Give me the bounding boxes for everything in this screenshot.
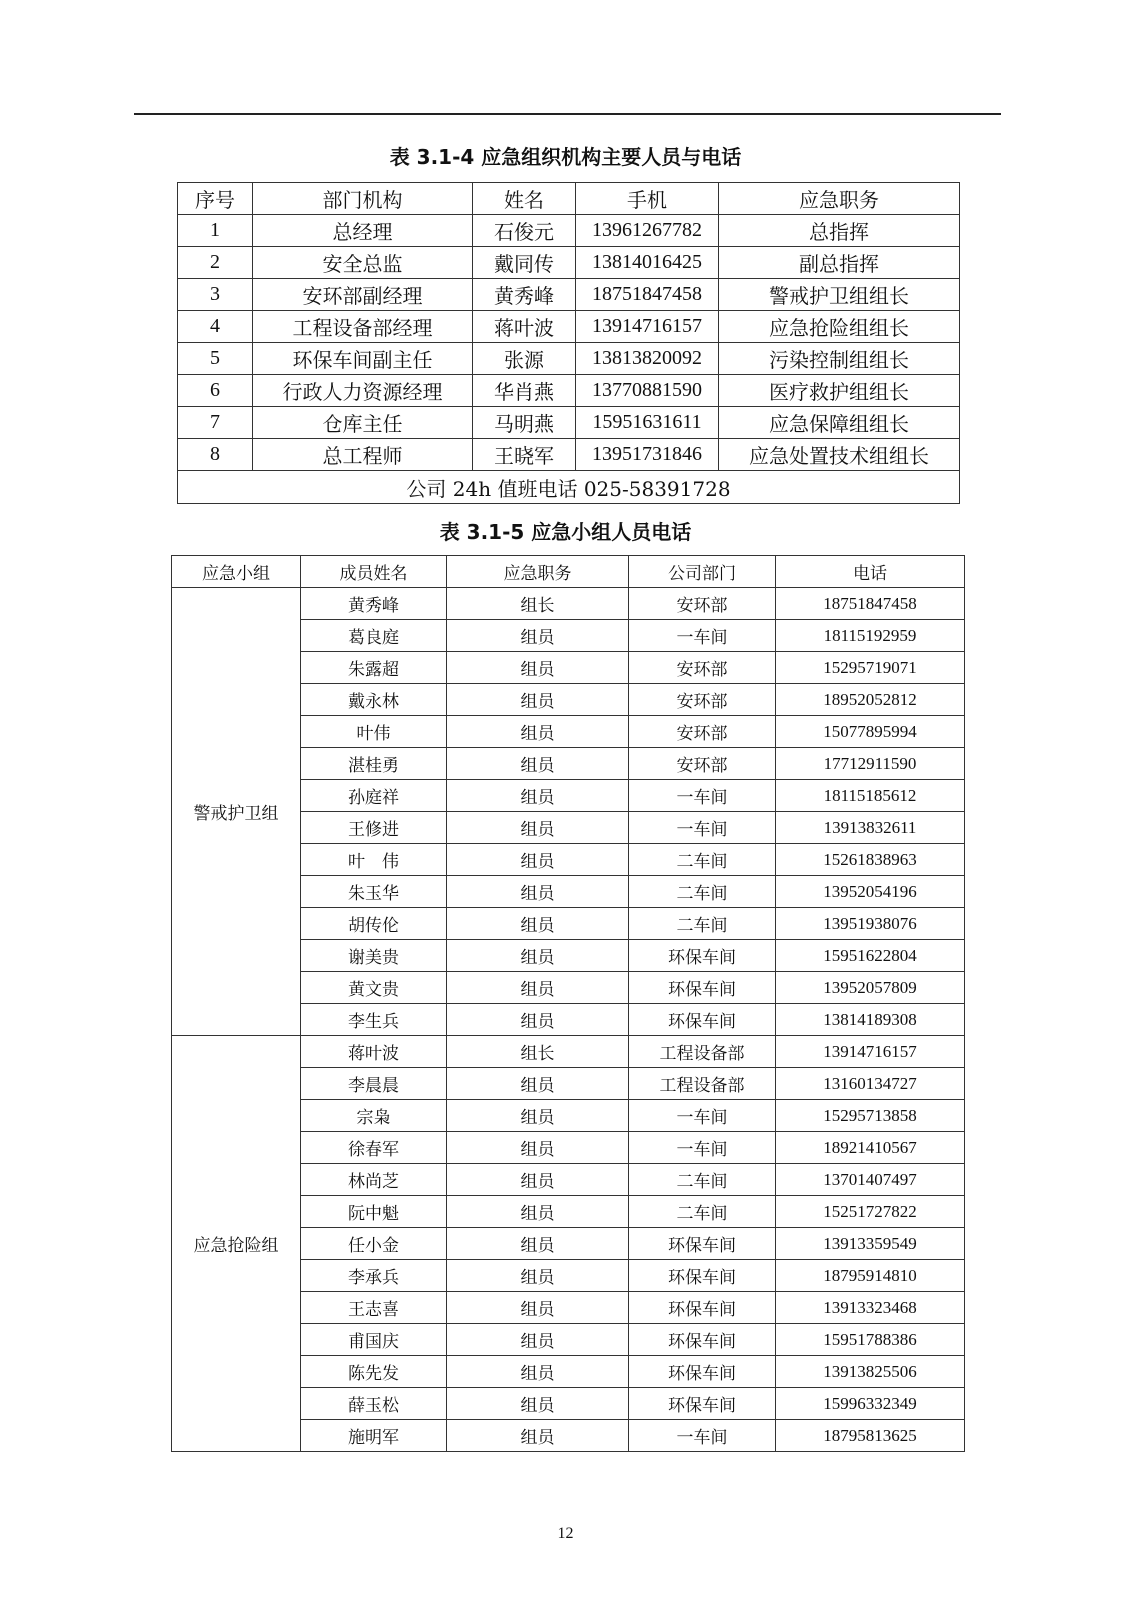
member-duty: 组员: [447, 748, 629, 780]
member-name: 朱玉华: [301, 876, 447, 908]
member-duty: 组员: [447, 1356, 629, 1388]
row-name: 张源: [473, 343, 576, 375]
member-department: 环保车间: [629, 1324, 776, 1356]
col-header-team: 应急小组: [172, 556, 301, 588]
member-department: 安环部: [629, 748, 776, 780]
table-row: [178, 215, 960, 247]
member-phone: 13701407497: [776, 1164, 965, 1196]
member-department: 工程设备部: [629, 1068, 776, 1100]
member-name: 叶 伟: [301, 844, 447, 876]
row-mobile: 13951731846: [576, 439, 719, 471]
member-department: 一车间: [629, 1132, 776, 1164]
row-role: 应急处置技术组组长: [719, 439, 960, 471]
row-index: 7: [178, 407, 253, 439]
member-department: 一车间: [629, 1420, 776, 1452]
member-name: 王修进: [301, 812, 447, 844]
table-row: [178, 375, 960, 407]
member-department: 一车间: [629, 1100, 776, 1132]
member-department: 二车间: [629, 1196, 776, 1228]
row-department: 行政人力资源经理: [253, 375, 473, 407]
member-name: 阮中魁: [301, 1196, 447, 1228]
member-duty: 组长: [447, 588, 629, 620]
member-phone: 15251727822: [776, 1196, 965, 1228]
member-phone: 13913825506: [776, 1356, 965, 1388]
row-department: 工程设备部经理: [253, 311, 473, 343]
col-header-duty: 应急职务: [447, 556, 629, 588]
header-rule: [134, 113, 1001, 115]
col-header-phone: 电话: [776, 556, 965, 588]
member-name: 叶伟: [301, 716, 447, 748]
member-phone: 13913323468: [776, 1292, 965, 1324]
member-phone: 15295719071: [776, 652, 965, 684]
row-role: 副总指挥: [719, 247, 960, 279]
member-department: 安环部: [629, 684, 776, 716]
row-name: 蒋叶波: [473, 311, 576, 343]
member-name: 王志喜: [301, 1292, 447, 1324]
row-role: 总指挥: [719, 215, 960, 247]
member-phone: 18795813625: [776, 1420, 965, 1452]
team-name-cell: 应急抢险组: [172, 1036, 301, 1452]
member-duty: 组员: [447, 1260, 629, 1292]
member-duty: 组员: [447, 684, 629, 716]
row-name: 华肖燕: [473, 375, 576, 407]
row-name: 黄秀峰: [473, 279, 576, 311]
duty-phone-note: 公司 24h 值班电话 025-58391728: [178, 471, 960, 504]
member-phone: 15996332349: [776, 1388, 965, 1420]
row-department: 仓库主任: [253, 407, 473, 439]
member-name: 李晨晨: [301, 1068, 447, 1100]
member-name: 胡传伦: [301, 908, 447, 940]
table-row: [178, 439, 960, 471]
member-department: 二车间: [629, 876, 776, 908]
member-phone: 15077895994: [776, 716, 965, 748]
member-department: 工程设备部: [629, 1036, 776, 1068]
row-department: 安全总监: [253, 247, 473, 279]
member-name: 施明军: [301, 1420, 447, 1452]
member-duty: 组员: [447, 1068, 629, 1100]
table1-footer-row: [178, 471, 960, 504]
member-phone: 13952057809: [776, 972, 965, 1004]
row-index: 4: [178, 311, 253, 343]
emergency-organization-table: [177, 182, 960, 504]
member-department: 二车间: [629, 1164, 776, 1196]
member-name: 孙庭祥: [301, 780, 447, 812]
member-department: 一车间: [629, 812, 776, 844]
page-number: 12: [557, 1525, 574, 1542]
emergency-team-table: [171, 555, 965, 1452]
member-name: 湛桂勇: [301, 748, 447, 780]
row-index: 5: [178, 343, 253, 375]
member-name: 林尚芝: [301, 1164, 447, 1196]
row-department: 总经理: [253, 215, 473, 247]
member-duty: 组员: [447, 1292, 629, 1324]
row-index: 2: [178, 247, 253, 279]
row-index: 3: [178, 279, 253, 311]
row-role: 医疗救护组组长: [719, 375, 960, 407]
row-department: 安环部副经理: [253, 279, 473, 311]
member-name: 谢美贵: [301, 940, 447, 972]
team-name-cell: 警戒护卫组: [172, 588, 301, 1036]
row-role: 警戒护卫组组长: [719, 279, 960, 311]
member-duty: 组员: [447, 1196, 629, 1228]
col-header-index: 序号: [178, 183, 253, 215]
member-department: 环保车间: [629, 940, 776, 972]
member-department: 环保车间: [629, 1004, 776, 1036]
table2-header-row: [172, 556, 965, 588]
row-mobile: 13770881590: [576, 375, 719, 407]
row-index: 8: [178, 439, 253, 471]
member-department: 环保车间: [629, 1228, 776, 1260]
row-name: 戴同传: [473, 247, 576, 279]
member-department: 环保车间: [629, 1260, 776, 1292]
col-header-member: 成员姓名: [301, 556, 447, 588]
row-mobile: 15951631611: [576, 407, 719, 439]
col-header-role: 应急职务: [719, 183, 960, 215]
member-name: 陈先发: [301, 1356, 447, 1388]
row-department: 环保车间副主任: [253, 343, 473, 375]
member-duty: 组长: [447, 1036, 629, 1068]
member-department: 环保车间: [629, 1356, 776, 1388]
member-department: 安环部: [629, 588, 776, 620]
member-phone: 13952054196: [776, 876, 965, 908]
member-phone: 18751847458: [776, 588, 965, 620]
col-header-mobile: 手机: [576, 183, 719, 215]
member-phone: 15951622804: [776, 940, 965, 972]
row-role: 应急保障组组长: [719, 407, 960, 439]
table-row: [178, 311, 960, 343]
member-name: 徐春军: [301, 1132, 447, 1164]
member-duty: 组员: [447, 812, 629, 844]
member-name: 葛良庭: [301, 620, 447, 652]
col-header-department: 公司部门: [629, 556, 776, 588]
member-department: 环保车间: [629, 1388, 776, 1420]
member-phone: 18115192959: [776, 620, 965, 652]
row-mobile: 13814016425: [576, 247, 719, 279]
member-phone: 18115185612: [776, 780, 965, 812]
member-duty: 组员: [447, 1324, 629, 1356]
member-phone: 13951938076: [776, 908, 965, 940]
member-phone: 13913832611: [776, 812, 965, 844]
row-index: 6: [178, 375, 253, 407]
row-role: 应急抢险组组长: [719, 311, 960, 343]
member-duty: 组员: [447, 780, 629, 812]
row-mobile: 18751847458: [576, 279, 719, 311]
member-duty: 组员: [447, 620, 629, 652]
member-name: 李承兵: [301, 1260, 447, 1292]
member-duty: 组员: [447, 1388, 629, 1420]
row-name: 石俊元: [473, 215, 576, 247]
row-name: 王晓军: [473, 439, 576, 471]
member-duty: 组员: [447, 908, 629, 940]
member-duty: 组员: [447, 716, 629, 748]
member-department: 安环部: [629, 652, 776, 684]
table-row: [172, 588, 965, 620]
member-name: 甫国庆: [301, 1324, 447, 1356]
member-name: 黄秀峰: [301, 588, 447, 620]
member-department: 二车间: [629, 908, 776, 940]
member-department: 一车间: [629, 620, 776, 652]
row-mobile: 13813820092: [576, 343, 719, 375]
member-duty: 组员: [447, 1132, 629, 1164]
member-phone: 15261838963: [776, 844, 965, 876]
row-department: 总工程师: [253, 439, 473, 471]
member-phone: 18921410567: [776, 1132, 965, 1164]
member-name: 宗枭: [301, 1100, 447, 1132]
member-department: 环保车间: [629, 972, 776, 1004]
member-duty: 组员: [447, 1420, 629, 1452]
member-phone: 18795914810: [776, 1260, 965, 1292]
member-phone: 17712911590: [776, 748, 965, 780]
member-phone: 15951788386: [776, 1324, 965, 1356]
member-duty: 组员: [447, 1004, 629, 1036]
row-name: 马明燕: [473, 407, 576, 439]
table-row: [172, 1036, 965, 1068]
table1-header-row: [178, 183, 960, 215]
member-duty: 组员: [447, 1228, 629, 1260]
row-mobile: 13914716157: [576, 311, 719, 343]
row-role: 污染控制组组长: [719, 343, 960, 375]
member-phone: 15295713858: [776, 1100, 965, 1132]
member-duty: 组员: [447, 844, 629, 876]
member-department: 二车间: [629, 844, 776, 876]
member-name: 蒋叶波: [301, 1036, 447, 1068]
member-name: 戴永林: [301, 684, 447, 716]
member-name: 朱露超: [301, 652, 447, 684]
member-duty: 组员: [447, 652, 629, 684]
member-department: 环保车间: [629, 1292, 776, 1324]
member-department: 安环部: [629, 716, 776, 748]
row-index: 1: [178, 215, 253, 247]
member-department: 一车间: [629, 780, 776, 812]
member-duty: 组员: [447, 1164, 629, 1196]
table-row: [178, 247, 960, 279]
member-phone: 13160134727: [776, 1068, 965, 1100]
member-duty: 组员: [447, 972, 629, 1004]
member-phone: 13913359549: [776, 1228, 965, 1260]
member-name: 任小金: [301, 1228, 447, 1260]
col-header-department: 部门机构: [253, 183, 473, 215]
member-phone: 18952052812: [776, 684, 965, 716]
table-row: [178, 279, 960, 311]
member-name: 李生兵: [301, 1004, 447, 1036]
table2-caption: 表 3.1-5 应急小组人员电话: [439, 520, 692, 544]
member-duty: 组员: [447, 1100, 629, 1132]
table1-caption: 表 3.1-4 应急组织机构主要人员与电话: [389, 145, 742, 169]
table-row: [178, 343, 960, 375]
member-duty: 组员: [447, 876, 629, 908]
member-phone: 13814189308: [776, 1004, 965, 1036]
row-mobile: 13961267782: [576, 215, 719, 247]
table-row: [178, 407, 960, 439]
member-phone: 13914716157: [776, 1036, 965, 1068]
col-header-name: 姓名: [473, 183, 576, 215]
member-name: 黄文贵: [301, 972, 447, 1004]
member-duty: 组员: [447, 940, 629, 972]
member-name: 薛玉松: [301, 1388, 447, 1420]
